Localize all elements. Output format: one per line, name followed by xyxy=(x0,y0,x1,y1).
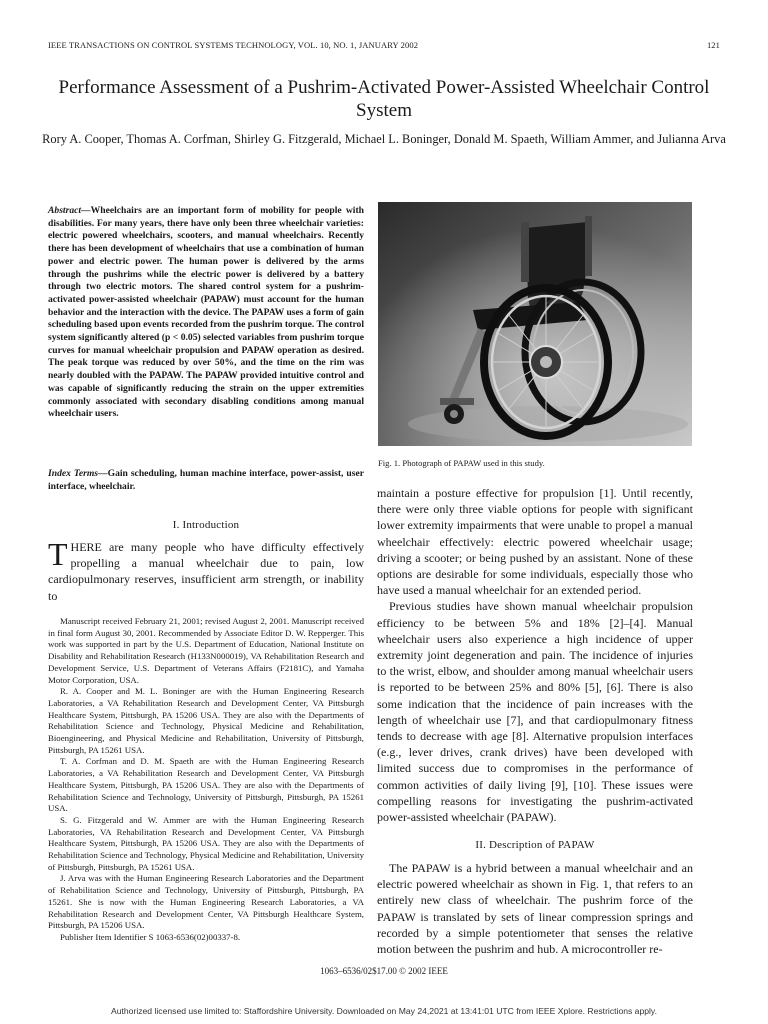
index-terms-text: Gain scheduling, human machine interface, power-assist, user interface, wheelchair. xyxy=(48,468,364,492)
page-number: 121 xyxy=(706,40,720,50)
footnote: R. A. Cooper and M. L. Boninger are with the Human Engineering Research Laboratories, a VA Rehabilitation Research and Development Center, VA Pittsburgh Healthcare System, Pittsburgh, PA 15206 USA. They are also with the Departments of Rehabilitation Science and Technology, Physical Medicine and Rehabilitation, Bioengineering, and Physical Medicine and Rehabilitation, University of Pittsburgh, Pittsburgh, PA 15261 USA. xyxy=(48,686,364,755)
right-column-body xyxy=(377,485,693,825)
abstract xyxy=(48,205,364,421)
footnote: Publisher Item Identifier S 1063-6536(02)00337-8. xyxy=(60,931,241,942)
paragraph: Previous studies have shown manual wheelchair propulsion efficiency to be between 5% and 18% [2]–[4]. Manual wheelchair users also experience a high incidence of upper extremity joint degeneration and pain. The incidence of injuries to the wrist, elbow, and shoulder among manual wheelchair users is reported to be between 25% and 80% [5], [6]. There is also some indication that the incidence of pain increases with the length of wheelchair use [7], and that cardiopulmonary fitness tends to decrease with age [8]. Alternative propulsion interfaces (e.g., lever drives, crank drives) have been developed with limited success due to compromises in the performance of common activities of daily living [9], [10]. These issues were compelling reasons for investigating the pushrim-activated power-assisted wheelchair (PAPAW). xyxy=(377,599,693,825)
paragraph: The PAPAW is a hybrid between a manual wheelchair and an electric powered wheelchair as shown in Fig. 1, that refers to an entirely new class of wheelchair. The pushrim force of the PAPAW is translated by sets of linear compression springs and recorded by a simple potentiometer that senses the relative motion between the pushrim and hub. A microcontroller re- xyxy=(377,861,693,957)
figure-caption: Fig. 1. Photograph of PAPAW used in this study. xyxy=(378,458,545,468)
license-notice: Authorized licensed use limited to: Staffordshire University. Downloaded on May 24,2021 at 13:41:01 UTC from IEEE Xplore. Restrictions apply. xyxy=(111,1006,657,1016)
intro-text: are many people who have difficulty effectively propelling a manual wheelchair due to pain, low cardiopulmonary reserves, insufficient arm strength, or inability to xyxy=(48,540,364,603)
running-header xyxy=(48,40,720,54)
footnote: T. A. Corfman and D. M. Spaeth are with the Human Engineering Research Laboratories, a VA Rehabilitation Research and Development Center, VA Pittsburgh Healthcare System, Pittsburgh, PA 15206 USA. They are also with the Departments of Rehabilitation Science and Technology, University of Pittsburgh, Pittsburgh, PA 15261 USA. xyxy=(48,756,364,814)
footnotes xyxy=(48,616,364,944)
index-terms xyxy=(48,468,364,493)
paper-title: Performance Assessment of a Pushrim-Activated Power-Assisted Wheelchair Control System xyxy=(58,77,710,121)
section-heading-description: II. Description of PAPAW xyxy=(475,839,595,851)
footnote: S. G. Fitzgerald and W. Ammer are with the Human Engineering Research Laboratories, VA Rehabilitation Research and Development Center, VA Pittsburgh Healthcare System, Pittsburgh, PA 15206 USA. They are also with the Departments of Rehabilitation Science and Technology, Physical Medicine and Rehabilitation, University of Pittsburgh, Pittsburgh, PA 15261 USA. xyxy=(48,814,364,872)
section-heading-introduction: I. Introduction xyxy=(172,519,240,531)
drop-cap: T xyxy=(48,536,68,572)
section2-body xyxy=(377,860,693,957)
footnote: Manuscript received February 21, 2001; revised August 2, 2001. Manuscript received in final form August 30, 2001. Recommended by Associate Editor D. W. Repperger. This work was supported in part by the U.S. Department of Education, National Institute on Disability and Rehabilitation Research (H133N000019), VA Rehabilitation Research and Development Service, U.S. Department of Veterans Affairs (F2181C), and Yamaha Motor Corporation, USA. xyxy=(48,616,364,685)
author-list: Rory A. Cooper, Thomas A. Corfman, Shirley G. Fitzgerald, Michael L. Boninger, Donald M. Spaeth, William Ammer, and Julianna Arva xyxy=(42,132,726,146)
footnote: J. Arva was with the Human Engineering Research Laboratories and the Department of Rehabilitation Science and Technology, University of Pittsburgh, Pittsburgh, PA 15261. She is now with the Human Engineering Research Laboratories, a VA Rehabilitation Research and Development Center, VA Pittsburgh Healthcare System, Pittsburgh, PA 15206 USA. xyxy=(48,873,364,931)
introduction-paragraph xyxy=(48,536,364,604)
abstract-text: Wheelchairs are an important form of mobility for people with disabilities. For many years, there have only been three wheelchair varieties: electric powered wheelchairs, scooters, and manual wheelchairs. Recently there has been development of wheelchairs that use a combination of human power and electric power. The human power is delivered by the arms through the pushrims while the electric power is delivered by a battery through two electric motors. The shared control system for a pushrim-activated power-assisted wheelchair (PAPAW) must account for the human behavior and the interaction with the device. The PAPAW uses a form of gain scheduling based upon events recorded from the pushrim torque. The control system significantly altered (p < 0.05) selected variables from pushrim torque curves for manual wheelchair propulsion and PAPAW operation as desired. The peak torque was reduced by over 50%, and the time on the rim was nearly doubled with the PAPAW. The PAPAW provided intuitive control and was capable of significantly reducing the strain on the upper extremities commonly associated with secondary disabling conditions among manual wheelchair users. xyxy=(48,205,364,420)
paragraph: maintain a posture effective for propulsion [1]. Until recently, there were only three viable options for people with significant lower extremity impairments that were unable to propel a manual wheelchair effectively: electric powered wheelchair usage; driving a scooter; or being pushed by an assistant. None of these options are desirable for some individuals, especially those who have used a manual wheelchair for an extended period. xyxy=(377,486,693,598)
figure-wheelchair-photo xyxy=(378,202,692,446)
journal-name: IEEE TRANSACTIONS ON CONTROL SYSTEMS TECHNOLOGY, VOL. 10, NO. 1, JANUARY 2002 xyxy=(48,40,419,50)
abstract-label: Abstract— xyxy=(48,205,91,216)
intro-first-word: HERE xyxy=(70,540,102,554)
wheelchair-photo-image xyxy=(378,202,692,446)
copyright-line: 1063–6536/02$17.00 © 2002 IEEE xyxy=(320,966,448,976)
index-terms-label: Index Terms— xyxy=(48,468,108,479)
